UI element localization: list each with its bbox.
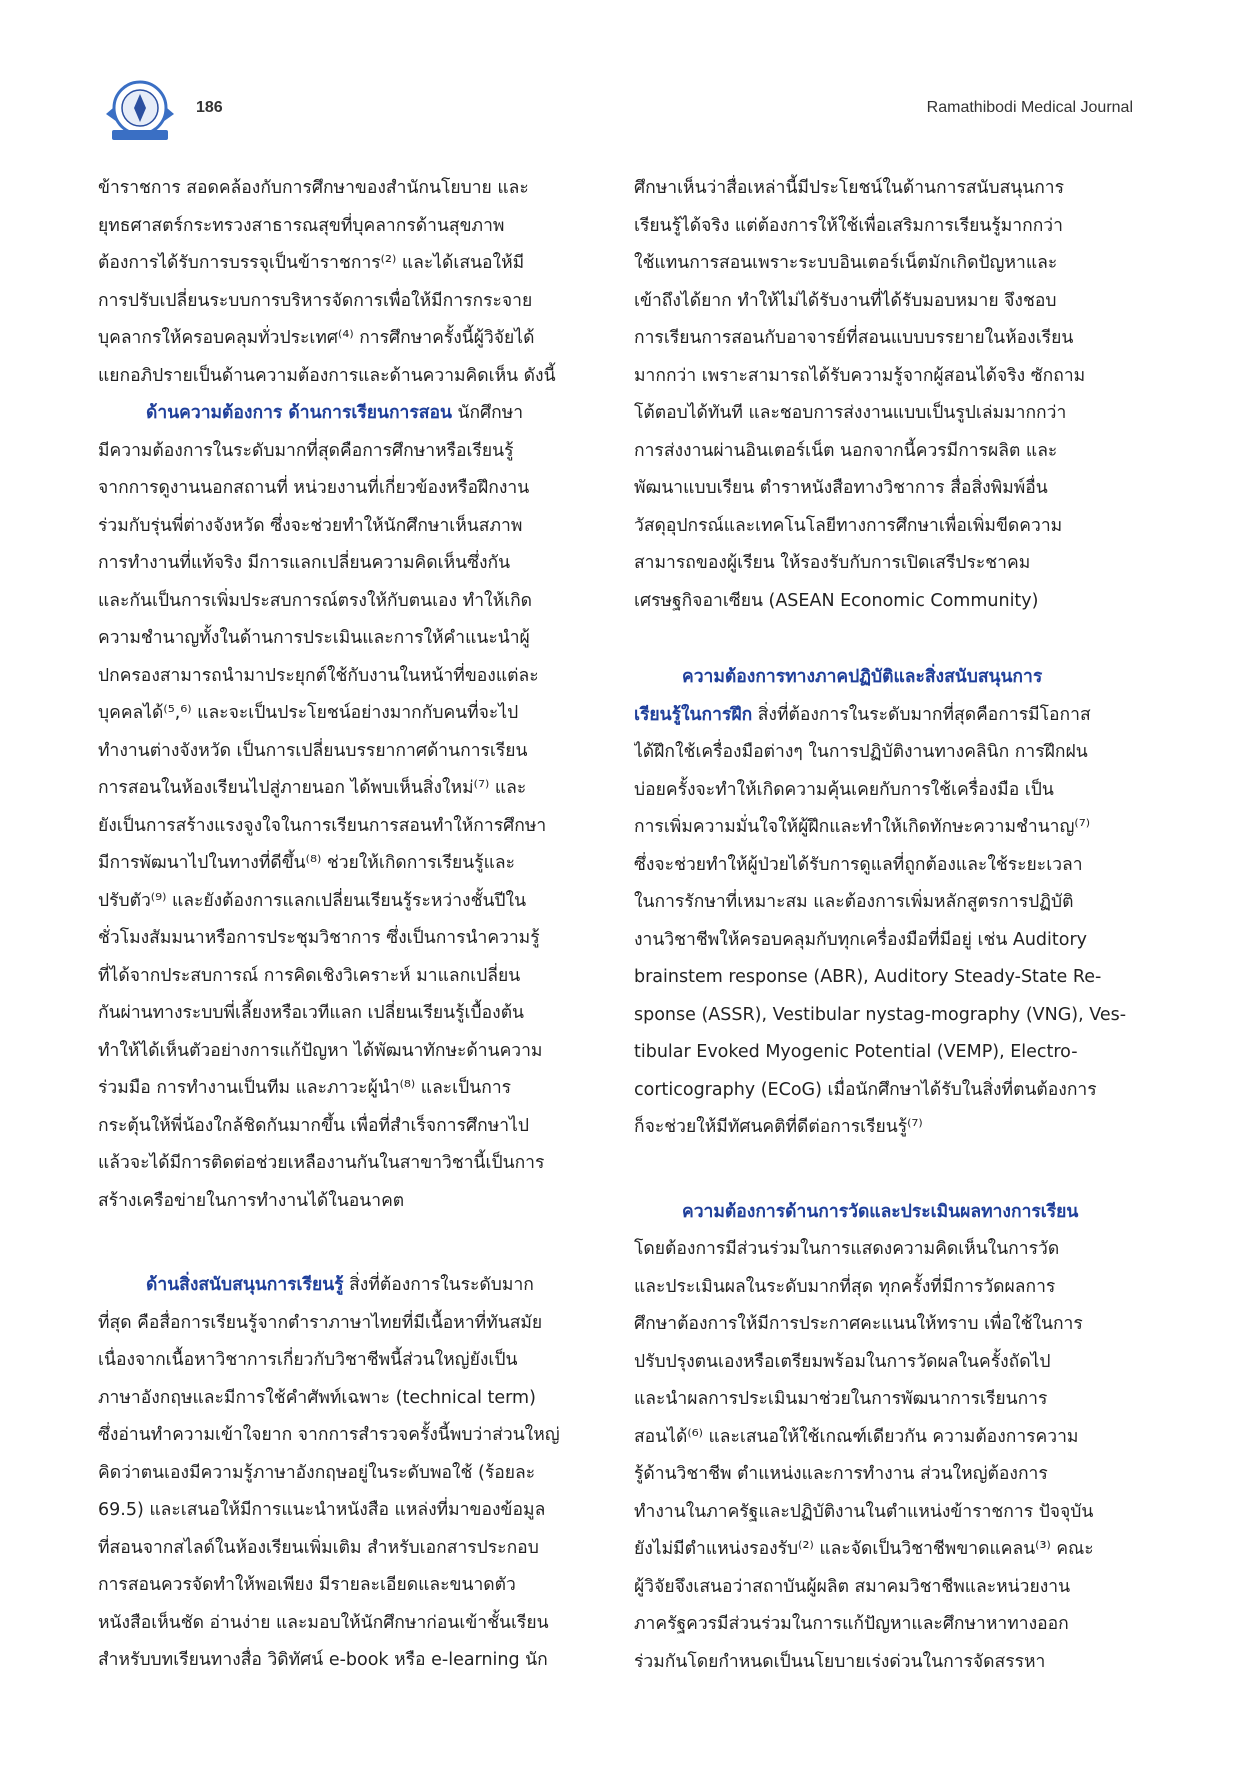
text-line: ความชำนาญทั้งในด้านการประเมินและการให้คำแนะนำผู้ xyxy=(98,628,530,648)
text-line: เรียนรู้ได้จริง แต่ต้องการให้ใช้เพื่อเสริมการเรียนรู้มากกว่า xyxy=(634,215,1063,236)
text-line: การส่งงานผ่านอินเตอร์เน็ต นอกจากนี้ควรมีการผลิต และ xyxy=(634,440,1058,461)
text-run: นักศึกษา xyxy=(451,403,524,423)
text-line: งานวิชาชีพให้ครอบคลุมกับทุกเครื่องมือที่มีอยู่ เช่น Auditory xyxy=(634,929,1088,950)
text-line: สำหรับบทเรียนทางสื่อ วิดิทัศน์ e-book หรือ e-learning นัก xyxy=(98,1650,548,1670)
text-line: ในการรักษาที่เหมาะสม และต้องการเพิ่มหลักสูตรการปฏิบัติ xyxy=(634,892,1074,912)
text-line: corticography (ECoG) เมื่อนักศึกษาได้รับในสิ่งที่ตนต้องการ xyxy=(634,1079,1097,1100)
text-line: โต้ตอบได้ทันที และชอบการส่งงานแบบเป็นรูปเล่มมากกว่า xyxy=(634,403,1067,423)
text-line: ที่ได้จากประสบการณ์ การคิดเชิงวิเคราะห์ มาแลกเปลี่ยน xyxy=(98,965,521,986)
text-line: สร้างเครือข่ายในการทำงานได้ในอนาคต xyxy=(98,1190,405,1211)
right-paragraph-3 xyxy=(634,1194,1134,1682)
text-line: กันผ่านทางระบบพี่เลี้ยงหรือเวทีแลก เปลี่ยนเรียนรู้เบื้องต้น xyxy=(98,1003,525,1023)
text-line: หนังสือเห็นชัด อ่านง่าย และมอบให้นักศึกษาก่อนเข้าชั้นเรียน xyxy=(98,1612,549,1633)
text-line: ปรับปรุงตนเองหรือเตรียมพร้อมในการวัดผลในครั้งถัดไป xyxy=(634,1351,1051,1372)
right-paragraph-1 xyxy=(634,170,1134,620)
text-line xyxy=(98,395,598,433)
text-line: แยกอภิปรายเป็นด้านความต้องการและด้านความคิดเห็น ดังนี้ xyxy=(98,365,556,386)
text-line: tibular Evoked Myogenic Potential (VEMP), Electro- xyxy=(634,1042,1078,1062)
text-run: สิ่งที่ต้องการในระดับมากที่สุดคือการมีโอกาส xyxy=(752,704,1091,725)
right-paragraph-2 xyxy=(634,659,1134,1147)
text-line: และนำผลการประเมินมาช่วยในการพัฒนาการเรียนการ xyxy=(634,1389,1048,1409)
text-line: ร่วมกับรุ่นพี่ต่างจังหวัด ซึ่งจะช่วยทำให้นักศึกษาเห็นสภาพ xyxy=(98,515,523,536)
text-line: กระตุ้นให้พี่น้องใกล้ชิดกันมากขึ้น เพื่อที่สำเร็จการศึกษาไป xyxy=(98,1115,529,1136)
left-paragraph-2 xyxy=(98,395,598,1220)
text-run: สิ่งที่ต้องการในระดับมาก xyxy=(343,1275,534,1295)
text-line: จากการดูงานนอกสถานที่ หน่วยงานที่เกี่ยวข้องหรือฝึกงาน xyxy=(98,478,530,498)
journal-name: Ramathibodi Medical Journal xyxy=(926,99,1133,116)
text-line: ภาครัฐควรมีส่วนร่วมในการแก้ปัญหาและศึกษาหาทางออก xyxy=(634,1614,1069,1634)
left-column xyxy=(98,170,598,1680)
text-line: brainstem response (ABR), Auditory Steady-State Re- xyxy=(634,967,1102,987)
section-heading: ความต้องการด้านการวัดและประเมินผลทางการเรียน xyxy=(682,1201,1079,1222)
text-line: ข้าราชการ สอดคล้องกับการศึกษาของสำนักนโยบาย และ xyxy=(98,178,529,198)
section-heading: ความต้องการทางภาคปฏิบัติและสิ่งสนับสนุนการ xyxy=(682,667,1043,687)
text-line: ได้ฝึกใช้เครื่องมือต่างๆ ในการปฏิบัติงานทางคลินิก การฝึกฝน xyxy=(634,742,1088,762)
text-line: ยังเป็นการสร้างแรงจูงใจในการเรียนการสอนทำให้การศึกษา xyxy=(98,815,547,836)
text-line: การทำงานที่แท้จริง มีการแลกเปลี่ยนความคิดเห็นซึ่งกัน xyxy=(98,553,511,573)
paragraph-gap xyxy=(98,1220,598,1267)
text-line: ร่วมกันโดยกำหนดเป็นนโยบายเร่งด่วนในการจัดสรรหา xyxy=(634,1651,1046,1672)
text-line: คิดว่าตนเองมีความรู้ภาษาอังกฤษอยู่ในระดับพอใช้ (ร้อยละ xyxy=(98,1462,536,1483)
text-line: sponse (ASSR), Vestibular nystag-mography (VNG), Ves- xyxy=(634,1004,1127,1025)
section-heading: ด้านสิ่งสนับสนุนการเรียนรู้ xyxy=(146,1275,344,1295)
text-line: ปรับตัว⁽⁹⁾ และยังต้องการแลกเปลี่ยนเรียนรู้ระหว่างชั้นปีใน xyxy=(98,890,527,911)
text-line: มากกว่า เพราะสามารถได้รับความรู้จากผู้สอนได้จริง ซักถาม xyxy=(634,365,1086,386)
paragraph-gap xyxy=(634,620,1134,659)
text-line: และประเมินผลในระดับมากที่สุด ทุกครั้งที่มีการวัดผลการ xyxy=(634,1276,1056,1297)
text-line: บุคลากรให้ครอบคลุมทั่วประเทศ⁽⁴⁾ การศึกษาครั้งนี้ผู้วิจัยได้ xyxy=(98,328,535,348)
text-line: ทำให้ได้เห็นตัวอย่างการแก้ปัญหา ได้พัฒนาทักษะด้านความ xyxy=(98,1040,543,1061)
text-line: ภาษาอังกฤษและมีการใช้คำศัพท์เฉพาะ (technical term) xyxy=(98,1387,536,1408)
text-line: ปกครองสามารถนำมาประยุกต์ใช้กับงานในหน้าที่ของแต่ละ xyxy=(98,665,539,686)
text-line: บ่อยครั้งจะทำให้เกิดความคุ้นเคยกับการใช้เครื่องมือ เป็น xyxy=(634,779,1054,800)
text-line: ร่วมมือ การทำงานเป็นทีม และภาวะผู้นำ⁽⁸⁾ และเป็นการ xyxy=(98,1078,512,1098)
ramathibodi-seal-icon xyxy=(100,72,180,152)
text-line: ซึ่งจะช่วยทำให้ผู้ป่วยได้รับการดูแลที่ถูกต้องและใช้ระยะเวลา xyxy=(634,854,1083,875)
text-line: ที่สุด คือสื่อการเรียนรู้จากตำราภาษาไทยที่มีเนื้อหาที่ทันสมัย xyxy=(98,1312,543,1333)
left-paragraph-1 xyxy=(98,170,598,395)
text-line: โดยต้องการมีส่วนร่วมในการแสดงความคิดเห็นในการวัด xyxy=(634,1239,1060,1259)
text-line: และกันเป็นการเพิ่มประสบการณ์ตรงให้กับตนเอง ทำให้เกิด xyxy=(98,590,533,611)
text-line: ต้องการได้รับการบรรจุเป็นข้าราชการ⁽²⁾ และได้เสนอให้มี xyxy=(98,253,525,273)
paragraph-gap xyxy=(634,1147,1134,1194)
text-line: สอนได้⁽⁶⁾ และเสนอให้ใช้เกณฑ์เดียวกัน ความต้องการความ xyxy=(634,1426,1079,1447)
text-line xyxy=(98,1267,598,1305)
text-line: พัฒนาแบบเรียน ตำราหนังสือทางวิชาการ สื่อสิ่งพิมพ์อื่น xyxy=(634,478,1048,498)
text-line: การปรับเปลี่ยนระบบการบริหารจัดการเพื่อให้มีการกระจาย xyxy=(98,290,533,311)
text-line: เศรษฐกิจอาเซียน (ASEAN Economic Community) xyxy=(634,590,1039,611)
text-line: มีการพัฒนาไปในทางที่ดีขึ้น⁽⁸⁾ ช่วยให้เกิดการเรียนรู้และ xyxy=(98,853,516,873)
right-column xyxy=(634,170,1134,1681)
text-line: การเรียนการสอนกับอาจารย์ที่สอนแบบบรรยายในห้องเรียน xyxy=(634,328,1074,348)
text-line: ศึกษาต้องการให้มีการประกาศคะแนนให้ทราบ เพื่อใช้ในการ xyxy=(634,1314,1083,1334)
text-line: 69.5) และเสนอให้มีการแนะนำหนังสือ แหล่งที่มาของข้อมูล xyxy=(98,1500,546,1520)
text-line: การสอนควรจัดทำให้พอเพียง มีรายละเอียดและขนาดตัว xyxy=(98,1575,516,1595)
text-line: การสอนในห้องเรียนไปสู่ภายนอก ได้พบเห็นสิ่งใหม่⁽⁷⁾ และ xyxy=(98,778,527,798)
left-paragraph-3 xyxy=(98,1267,598,1680)
text-line: แล้วจะได้มีการติดต่อช่วยเหลืองานกันในสาขาวิชานี้เป็นการ xyxy=(98,1153,545,1173)
text-line: ยังไม่มีตำแหน่งรองรับ⁽²⁾ และจัดเป็นวิชาชีพขาดแคลน⁽³⁾ คณะ xyxy=(634,1539,1094,1559)
text-line: ทำงานในภาครัฐและปฏิบัติงานในตำแหน่งข้าราชการ ปัจจุบัน xyxy=(634,1501,1094,1522)
text-line: บุคคลได้⁽⁵,⁶⁾ และจะเป็นประโยชน์อย่างมากกับคนที่จะไป xyxy=(98,703,519,723)
text-line: ทำงานต่างจังหวัด เป็นการเปลี่ยนบรรยากาศด้านการเรียน xyxy=(98,740,528,761)
text-line: ผู้วิจัยจึงเสนอว่าสถาบันผู้ผลิต สมาคมวิชาชีพและหน่วยงาน xyxy=(634,1576,1071,1597)
text-line: ชั่วโมงสัมมนาหรือการประชุมวิชาการ ซึ่งเป็นการนำความรู้ xyxy=(98,928,540,948)
text-line: สามารถของผู้เรียน ให้รองรับกับการเปิดเสรีประชาคม xyxy=(634,553,1031,573)
text-line: ที่สอนจากสไลด์ในห้องเรียนเพิ่มเติม สำหรับเอกสารประกอบ xyxy=(98,1537,539,1558)
text-line: การเพิ่มความมั่นใจให้ผู้ฝึกและทำให้เกิดทักษะความชำนาญ⁽⁷⁾ xyxy=(634,817,1091,837)
text-line: ใช้แทนการสอนเพราะระบบอินเตอร์เน็ตมักเกิดปัญหาและ xyxy=(634,253,1058,273)
text-line xyxy=(634,697,1134,735)
page-number: 186 xyxy=(196,99,223,116)
text-line: ซึ่งอ่านทำความเข้าใจยาก จากการสำรวจครั้งนี้พบว่าส่วนใหญ่ xyxy=(98,1425,560,1445)
text-line: ยุทธศาสตร์กระทรวงสาธารณสุขที่บุคลากรด้านสุขภาพ xyxy=(98,215,505,236)
text-line: ก็จะช่วยให้มีทัศนคติที่ดีต่อการเรียนรู้⁽⁷⁾ xyxy=(634,1117,923,1137)
text-line: เข้าถึงได้ยาก ทำให้ไม่ได้รับงานที่ได้รับมอบหมาย จึงชอบ xyxy=(634,290,1057,311)
text-line: ศึกษาเห็นว่าสื่อเหล่านี้มีประโยชน์ในด้านการสนับสนุนการ xyxy=(634,178,1065,198)
section-heading: ด้านความต้องการ ด้านการเรียนการสอน xyxy=(146,403,452,423)
text-line: มีความต้องการในระดับมากที่สุดคือการศึกษาหรือเรียนรู้ xyxy=(98,440,514,461)
section-heading-continued: เรียนรู้ในการฝึก xyxy=(634,704,753,725)
text-line: รู้ด้านวิชาชีพ ตำแหน่งและการทำงาน ส่วนใหญ่ต้องการ xyxy=(634,1464,1048,1484)
text-line: วัสดุอุปกรณ์และเทคโนโลยีทางการศึกษาเพื่อเพิ่มขีดความ xyxy=(634,515,1063,536)
text-line: เนื่องจากเนื้อหาวิชาการเกี่ยวกับวิชาชีพนี้ส่วนใหญ่ยังเป็น xyxy=(98,1350,518,1370)
